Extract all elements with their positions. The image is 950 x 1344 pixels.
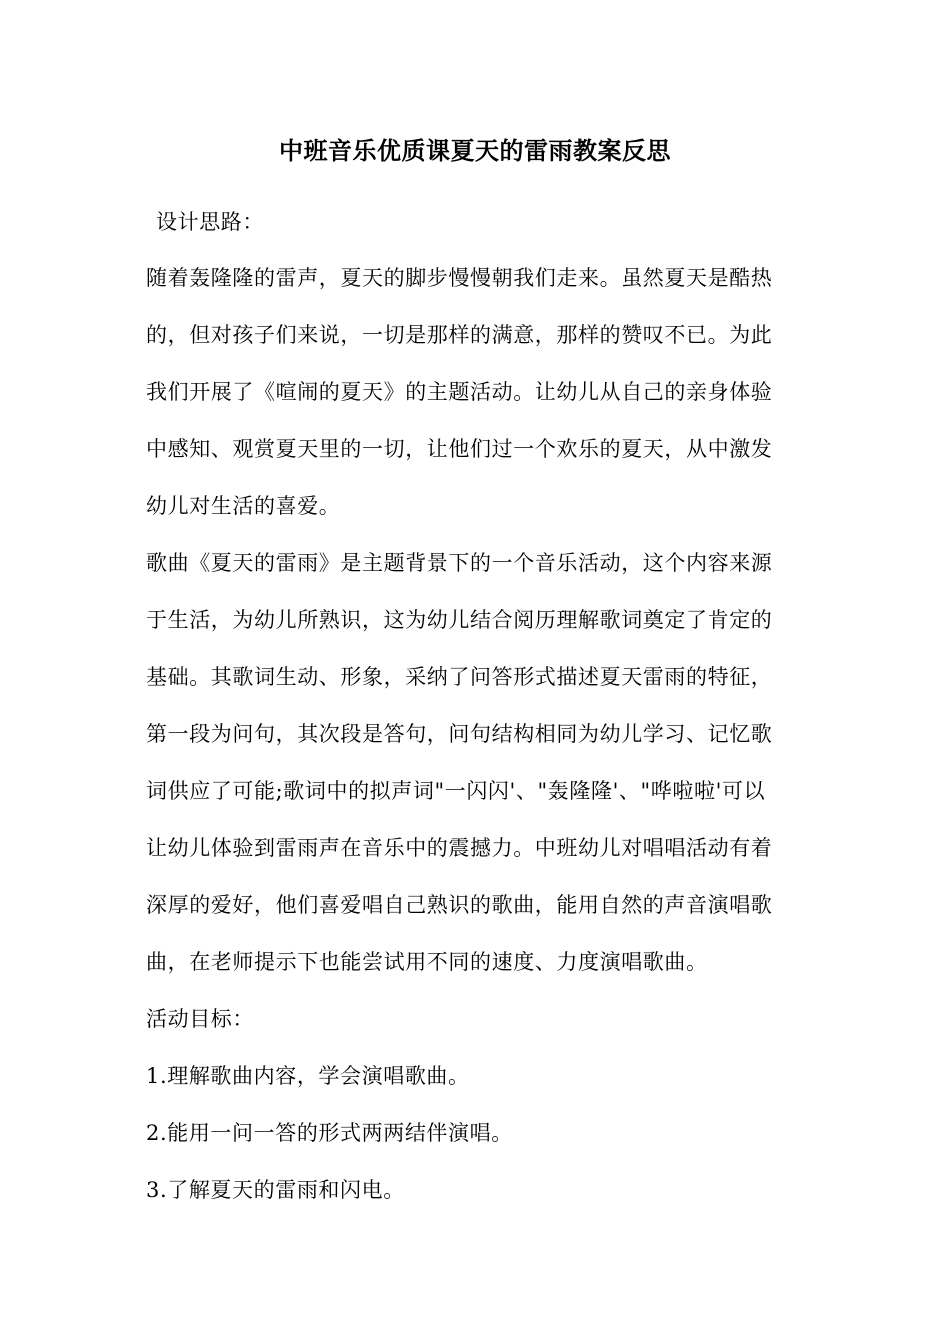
paragraph-line: 随着轰隆隆的雷声，夏天的脚步慢慢朝我们走来。虽然夏天是酷热 — [146, 266, 773, 290]
paragraph-line: 曲，在老师提示下也能尝试用不同的速度、力度演唱歌曲。 — [146, 950, 708, 974]
paragraph-line: 幼儿对生活的喜爱。 — [146, 494, 341, 518]
goal-item: 2.能用一问一答的形式两两结伴演唱。 — [146, 1121, 513, 1145]
paragraph-line: 让幼儿体验到雷雨声在音乐中的震撼力。中班幼儿对唱唱活动有着 — [146, 836, 773, 860]
paragraph-line: 的，但对孩子们来说，一切是那样的满意，那样的赞叹不已。为此 — [146, 323, 773, 347]
paragraph-line: 词供应了可能;歌词中的拟声词"一闪闪'、"轰隆隆'、"哗啦啦'可以 — [146, 779, 766, 803]
paragraph-line: 歌曲《夏天的雷雨》是主题背景下的一个音乐活动，这个内容来源 — [146, 551, 773, 575]
section-heading-design-ideas: 设计思路： — [156, 210, 264, 234]
document-title: 中班音乐优质课夏天的雷雨教案反思 — [279, 136, 671, 165]
paragraph-line: 我们开展了《喧闹的夏天》的主题活动。让幼儿从自己的亲身体验 — [146, 380, 773, 404]
paragraph-line: 深厚的爱好，他们喜爱唱自己熟识的歌曲，能用自然的声音演唱歌 — [146, 893, 773, 917]
paragraph-line: 基础。其歌词生动、形象，采纳了问答形式描述夏天雷雨的特征， — [146, 665, 773, 689]
goal-item: 3.了解夏天的雷雨和闪电。 — [146, 1178, 405, 1202]
section-heading-activity-goals: 活动目标： — [146, 1007, 254, 1031]
goal-item: 1.理解歌曲内容，学会演唱歌曲。 — [146, 1064, 470, 1088]
paragraph-line: 第一段为问句，其次段是答句，问句结构相同为幼儿学习、记忆歌 — [146, 722, 773, 746]
paragraph-line: 中感知、观赏夏天里的一切，让他们过一个欢乐的夏天，从中激发 — [146, 437, 773, 461]
paragraph-line: 于生活，为幼儿所熟识，这为幼儿结合阅历理解歌词奠定了肯定的 — [146, 608, 773, 632]
